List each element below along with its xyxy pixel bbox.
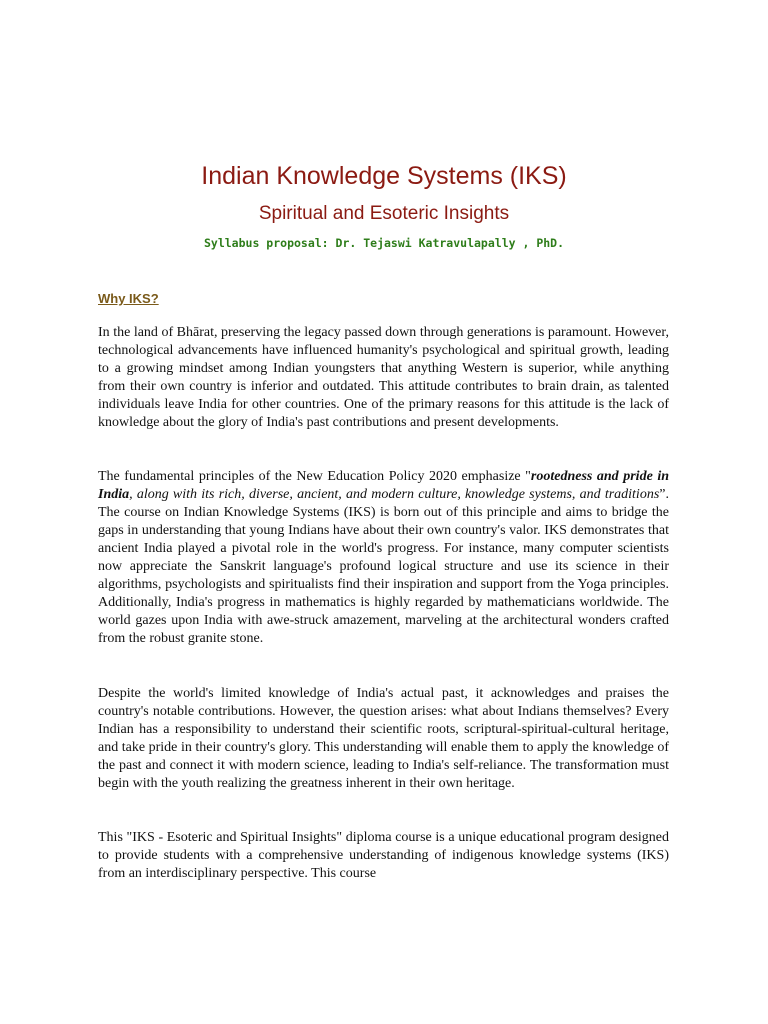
paragraph-2-emphasis: rootedness and pride in India	[98, 469, 669, 502]
syllabus-proposal: Syllabus proposal: Dr. Tejaswi Katravulapally , PhD.	[203, 236, 565, 250]
paragraph-3: Despite the world's limited knowledge of India's actual past, it acknowledges and praises the country's notable contributions. However, the question arises: what about Indians themselves? Every Indian has a responsibility to understand their scientific roots, scriptural-spiritual-cultural heritage, and take pride in their country's glory. This understanding will enable them to apply the knowledge of the past and connect it with modern science, leading to India's self-reliance. The transformation must begin with the youth realizing the greatness inherent in their own heritage.	[98, 686, 669, 791]
paragraph-1: In the land of Bhārat, preserving the legacy passed down through generations is paramount. However, technological advancements have influenced humanity's psychological and spiritual growth, leading to a growing mindset among Indian youngsters that anything Western is superior, while anything from their own country is inferior and outdated. This attitude contributes to brain drain, as talented individuals leave India for other countries. One of the primary reasons for this attitude is the lack of knowledge about the glory of India's past contributions and present developments.	[98, 325, 669, 430]
paragraph-4: This "IKS - Esoteric and Spiritual Insights" diploma course is a unique educational program designed to provide students with a comprehensive understanding of indigenous knowledge systems (IKS) from an interdisciplinary perspective. This course	[98, 830, 669, 881]
document-title: Indian Knowledge Systems (IKS)	[201, 162, 567, 190]
paragraph-2-tail: ”. The course on Indian Knowledge Systems (IKS) is born out of this principle and aims to bridge the gaps in understanding that young Indians have about their own country's valor. IKS demonstrates that ancient India played a pivotal role in the world's progress. For instance, many computer scientists now appreciate the Sanskrit language's profound logical structure and use its science in their algorithms, psychologists and spiritualists find their inspiration and support from the Yoga principles. Additionally, India's progress in mathematics is highly regarded by mathematicians worldwide. The world gazes upon India with awe-struck amazement, marveling at the architectural wonders crafted from the robust granite stone.	[98, 487, 669, 646]
section-heading-why-iks: Why IKS?	[98, 291, 159, 306]
paragraph-2-lead: The fundamental principles of the New Education Policy 2020 emphasize "	[98, 469, 531, 484]
document-subtitle: Spiritual and Esoteric Insights	[258, 203, 510, 224]
paragraph-2-quote: , along with its rich, diverse, ancient, and modern culture, knowledge systems, and traditions	[129, 487, 660, 502]
paragraph-2	[98, 468, 669, 648]
